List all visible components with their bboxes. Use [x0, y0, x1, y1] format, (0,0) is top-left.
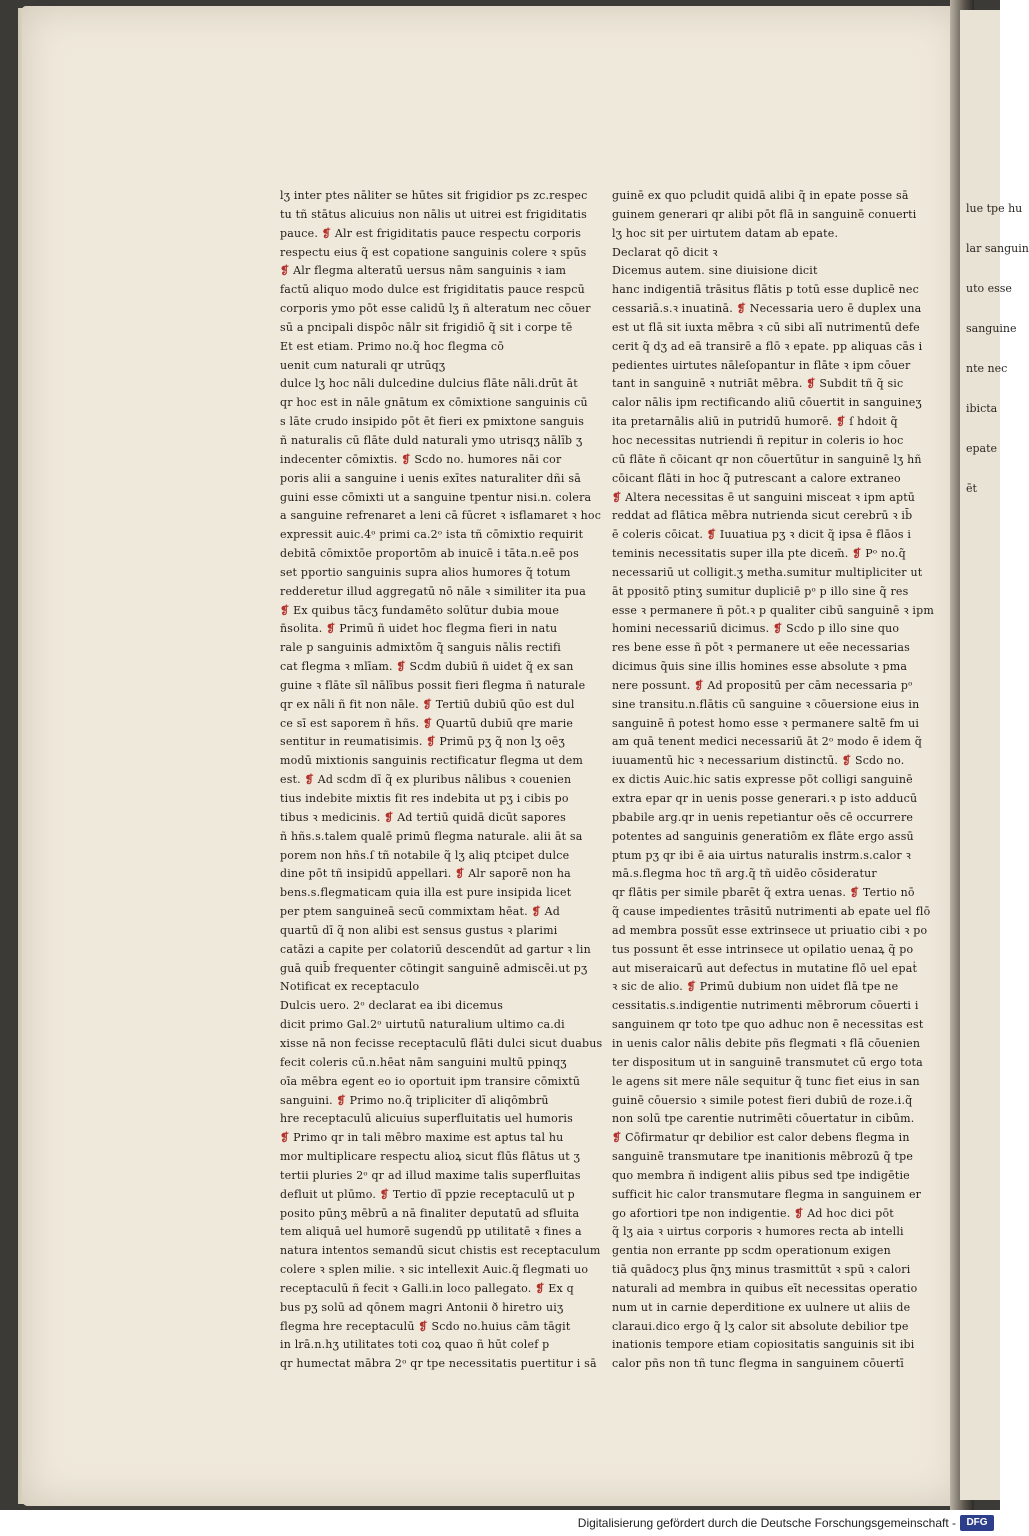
rubric-pilcrow-icon: ❡	[794, 1206, 804, 1220]
text-line: tius indebite mixtis fit res indebita ut pʒ i cibis po	[280, 792, 569, 805]
text-line: calor nālis ipm rectificando aliū cōuertit in sanguineʒ	[612, 396, 922, 410]
text-line: natura intentos semandū sicut chistis est receptaculum	[280, 1244, 601, 1258]
text-line: hoc necessitas nutriendi ñ repitur in coleris io hoc	[612, 433, 904, 447]
text-line: Dulcis uero. 2ᵒ declarat ea ibi dicemus	[280, 999, 504, 1013]
text-line: cessitatis.s.indigentie nutrimenti mēbrorum cōuerti i	[612, 999, 919, 1013]
text-line: dine pōt tñ insipidū appellari. ❡ Alr saporē non ha	[280, 867, 571, 881]
text-line: fecit coleris cū.n.hēat nām sanguini multū ppinqʒ	[280, 1055, 567, 1069]
text-line: sū a pncipali dispōc nālr sit frigidiō q̃ sit i corpe tē	[280, 320, 573, 334]
text-line: in uenis calor nālis debite pñs flegmati ꝛ flā cōuenien	[612, 1036, 921, 1050]
text-line: modū mixtionis sanguinis rectificatur flegma ut dem	[280, 754, 584, 768]
text-line: sanguini. ❡ Primo no.q̃ tripliciter dī aliqōmbrū	[280, 1093, 549, 1107]
rubric-pilcrow-icon: ❡	[422, 716, 433, 730]
text-line: extra epar qr in uenis posse generari.ꝛ p isto adducū	[612, 792, 918, 805]
adjacent-page-fragment: nte nec	[966, 362, 1008, 375]
text-line: ❡ Alr flegma alteratū uersus nām sanguinis ꝛ iam	[280, 264, 567, 278]
text-line: sufficit hic calor transmutare flegma in sanguinem er	[612, 1187, 922, 1201]
rubric-pilcrow-icon: ❡	[849, 886, 860, 900]
text-line: ce sī est saporem ñ hñs. ❡ Quartū dubiū qre marie	[280, 716, 574, 730]
rubric-pilcrow-icon: ❡	[280, 1131, 290, 1145]
text-line: Declarat qō dicit ꝛ	[612, 245, 718, 259]
rubric-pilcrow-icon: ❡	[379, 1187, 390, 1201]
text-line: cat flegma ꝛ mlīam. ❡ Scdm dubiū ñ uidet q̃ ex san	[280, 660, 574, 674]
text-line: catāzi a capite per colatoriū descendūt ad gartur ꝛ lin	[280, 942, 591, 956]
text-line: posito pūnʒ mēbrū a nā finaliter deputatū ad sfluita	[280, 1206, 580, 1220]
text-line: claraui.dico ergo q̃ lʒ calor sit absolute debilior tpe	[612, 1319, 909, 1333]
text-line: nere possunt. ❡ Ad propositū per cām necessaria pᵒ	[612, 678, 913, 692]
text-line: teminis necessitatis super illa pte dicem̄. ❡ Pᵒ no.q̃	[612, 547, 906, 561]
text-line: ad membra possūt esse extrinsece ut priuatio cibi ꝛ po	[612, 923, 928, 937]
adjacent-page-fragment: ēt	[966, 482, 977, 495]
rubric-pilcrow-icon: ❡	[280, 603, 290, 617]
text-line: qr ex nāli ñ fit non nāle. ❡ Tertiū dubiū qūo est dul	[280, 697, 575, 711]
text-line: sanguinē ñ potest homo esse ꝛ permanere saltē fm ui	[612, 716, 920, 730]
text-line: pedientes uirtutes nāleſopantur in flāte ꝛ ipm cōuer	[612, 358, 911, 372]
adjacent-page-fragment: lue tpe hu	[966, 202, 1023, 215]
text-line: n̄solita. ❡ Primū ñ uidet hoc flegma fieri in natu	[280, 622, 558, 636]
text-line: inationis tempore etiam copiositatis sanguinis sit ibi	[612, 1338, 915, 1352]
text-line: factū aliquo modo dulce est frigiditatis pauce respcū	[280, 283, 585, 297]
rubric-pilcrow-icon: ❡	[326, 622, 336, 636]
text-line: rale p sanguinis admixtōm q̃ sanguis nālis rectifi	[280, 641, 561, 655]
text-line: qr flātis per simile pbarēt q̃ extra uenas. ❡ Tertio nō	[612, 886, 915, 900]
adjacent-page-fragment: ibicta	[966, 402, 998, 415]
text-line: indecenter cōmixtis. ❡ Scdo no. humores nāi cor	[280, 452, 562, 466]
text-line: sanguinē transmutare tpe inanitionis mēbrozū q̃ tpe	[612, 1150, 914, 1164]
text-line: expressit auic.4ᵒ primi ca.2ᵒ ista tñ cōmixtio requirit	[280, 528, 584, 542]
rubric-pilcrow-icon: ❡	[336, 1093, 346, 1107]
text-line: necessariū ut colligit.ʒ metha.sumitur multipliciter ut	[612, 565, 923, 579]
text-line: potentes ad sanguinis generatiōm ex flāte ergo assū	[612, 829, 914, 843]
text-line: Dicemus autem. sine diuisione dicit	[612, 264, 818, 278]
rubric-pilcrow-icon: ❡	[426, 735, 436, 749]
rubric-pilcrow-icon: ❡	[736, 302, 747, 316]
rubric-pilcrow-icon: ❡	[280, 264, 290, 278]
rubric-pilcrow-icon: ❡	[535, 1281, 545, 1295]
text-line: ē coleris cōicat. ❡ Iuuatiua pʒ ꝛ dicit q̃ ipsa ē flāos i	[612, 528, 912, 542]
text-line: in lrā.n.hʒ utilitates toti coꝝ quao ñ hūt colef p	[280, 1338, 550, 1352]
rubric-pilcrow-icon: ❡	[773, 622, 783, 636]
text-line: calor pñs non tñ tunc flegma in sanguinem cōuertī	[612, 1357, 904, 1371]
text-line: a sanguine refrenaret a leni cā fūcret ꝛ isflamaret ꝛ hoc	[280, 509, 602, 523]
text-line: guinē ex quo pcludit quidā alibi q̃ in epate posse sā	[612, 189, 909, 202]
text-line: ❡ Cōfirmatur qr debilior est calor debens flegma in	[612, 1131, 910, 1145]
text-line: cōicant flāti in hoc q̃ putrescant a calore extraneo	[612, 471, 901, 485]
rubric-pilcrow-icon: ❡	[612, 1131, 622, 1145]
rubric-pilcrow-icon: ❡	[694, 678, 704, 692]
rubric-pilcrow-icon: ❡	[304, 773, 314, 787]
text-line: oīa mēbra egent eo io oportuit ipm transire cōmixtū	[280, 1074, 581, 1088]
rubric-pilcrow-icon: ❡	[455, 867, 465, 881]
text-line: tus possunt ēt esse intrinsece ut opilatio uenaꝝ q̃ po	[612, 942, 914, 956]
text-line: bens.s.flegmaticam quia illa est pure insipida licet	[280, 886, 572, 900]
text-line: tant in sanguinē ꝛ nutriāt mēbra. ❡ Subdit tñ q̃ sic	[612, 377, 904, 391]
text-line: reddat ad flātica mēbra nutrienda sicut cerebrū ꝛ ib̄	[612, 509, 913, 523]
text-line: cessariā.s.ꝛ inuatinā. ❡ Necessaria uero ē duplex una	[612, 302, 922, 316]
rubric-pilcrow-icon: ❡	[321, 226, 332, 240]
text-line: tertii pluries 2ᵒ qr ad illud maxime talis superfluitas	[280, 1168, 581, 1182]
text-line: qr hoc est in nāle gnātum ex cōmixtione sanguinis cū	[280, 396, 588, 410]
text-line: mor multiplicare respectu alioꝝ sicut flūs flātus ut ʒ	[280, 1150, 580, 1164]
text-line: quo membra ñ indigent aliis pibus sed tpe indigētie	[612, 1168, 910, 1182]
text-line: q̃ cause impedientes trāsitū nutrimenti ab epate uel flō	[612, 905, 931, 919]
text-line: ❡ Primo qr in tali mēbro maxime est aptus tal hu	[280, 1131, 564, 1145]
text-line: flegma hre receptaculū ❡ Scdo no.huius cām tāgit	[280, 1319, 571, 1333]
text-line: am quā tenent medici necessariū āt 2ᵒ modo ē idem q̃	[612, 735, 923, 749]
text-line: lʒ inter ptes nāliter se hūtes sit frigidior ps zc.respec	[280, 189, 588, 202]
footer-credit: Digitalisierung gefördert durch die Deutsche Forschungsgemeinschaft -	[577, 1516, 956, 1530]
adjacent-page-fragment: uto esse	[966, 282, 1012, 295]
text-line: qr humectat mābra 2ᵒ qr tpe necessitatis puertitur i sā	[280, 1357, 597, 1371]
text-line: defluit ut plūmo. ❡ Tertio dī ppzie receptaculū ut p	[280, 1187, 575, 1201]
text-line: tu tñ stātus alicuius non nālis ut uitrei est frigiditatis	[280, 207, 587, 221]
text-line: tiā quādocʒ plus q̃nʒ minus trasmittūt ꝛ spū ꝛ calori	[612, 1263, 911, 1277]
text-line: quartū dī q̃ non alibi est sensus gustus ꝛ plarimi	[280, 923, 558, 937]
text-line: ex dictis Auic.hic satis expresse pōt colligi sanguinē	[612, 773, 913, 787]
text-line: naturali ad membra in quibus eīt necessitas operatio	[612, 1281, 918, 1295]
text-line: ❡ Altera necessitas ē ut sanguini misceat ꝛ ipm aptū	[612, 490, 916, 504]
rubric-pilcrow-icon: ❡	[612, 490, 622, 504]
rubric-pilcrow-icon: ❡	[401, 452, 411, 466]
text-line: ꝛ sic de alio. ❡ Primū dubium non uidet flā tpe ne	[612, 980, 899, 994]
text-line: mā.s.flegma hoc tñ arg.q̃ tñ uidēo cōsideratur	[612, 867, 877, 881]
text-line: dicimus q̃uis sine illis homines esse absolute ꝛ pma	[612, 660, 908, 674]
text-column-left	[280, 187, 603, 1374]
rubric-pilcrow-icon: ❡	[384, 810, 394, 824]
rubric-pilcrow-icon: ❡	[841, 754, 852, 768]
text-line: q̃ lʒ aia ꝛ uirtus corporis ꝛ humores recta ab intelli	[612, 1225, 904, 1239]
text-line: guinē cōuersio ꝛ simile potest fieri dubiū de roze.i.q̃	[612, 1093, 913, 1107]
rubric-pilcrow-icon: ❡	[686, 980, 697, 994]
text-line: Notificat ex receptaculo	[280, 980, 420, 994]
text-line: debitā cōmixtōe proportōm ab inuicē i tāta.n.eē pos	[280, 547, 579, 561]
text-line: dicit primo Gal.2ᵒ uirtutū naturalium ultimo ca.di	[280, 1018, 565, 1032]
text-line: guinem generari qr alibi pōt flā in sanguinē conuerti	[612, 207, 917, 221]
text-line: guine ꝛ flāte sīl nālībus possit fieri flegma ñ naturale	[280, 678, 586, 692]
text-line: gentia non errante pp scdm operationum exigen	[612, 1244, 891, 1258]
text-line: receptaculū ñ fecit ꝛ Galli.in loco pallegato. ❡ Ex q	[280, 1281, 574, 1295]
text-line: per ptem sanguineā secū commixtam hēat. ❡ Ad	[280, 905, 561, 919]
rubric-pilcrow-icon: ❡	[806, 377, 816, 391]
text-line: bus pʒ solū ad qōnem magri Antonii ð hiretro uiʒ	[280, 1300, 564, 1314]
text-line: tem aliquā uel humorē sugendū pp utilitatē ꝛ fines a	[280, 1225, 582, 1239]
text-line: ñ naturalis cū flāte duld naturali ymo utrisqʒ nālīb ʒ	[280, 433, 583, 447]
text-line: Et est etiam. Primo no.q̃ hoc flegma cō	[280, 339, 505, 353]
text-line: le agens sit mere nāle sequitur q̃ tunc fiet eius in san	[612, 1074, 920, 1088]
text-line: homini necessariū dicimus. ❡ Scdo p illo sine quo	[612, 622, 900, 636]
text-line: porem non hñs.ſ tñ notabile q̃ lʒ aliq ptcipet dulce	[280, 848, 570, 862]
text-line: hanc indigentiā trāsitus flātis p totū esse duplicē nec	[612, 283, 919, 297]
rubric-pilcrow-icon: ❡	[422, 697, 433, 711]
rubric-pilcrow-icon: ❡	[836, 415, 846, 429]
dfg-logo-icon: DFG	[960, 1515, 994, 1531]
text-line: ita pretarnālis aliū in putridū humorē. ❡ ſ hdoit q̃	[612, 415, 898, 429]
text-line: est ut flā sit iuxta mēbra ꝛ cū sibi alī nutrimentū defe	[612, 320, 920, 334]
text-line: pauce. ❡ Alr est frigiditatis pauce respectu corporis	[280, 226, 582, 240]
text-line: corporis ymo pōt esse calidū lʒ ñ alteratum nec cōuer	[280, 302, 591, 316]
adjacent-page-fragment: lar sanguin	[966, 242, 1029, 255]
text-line: uenit cum naturali qr utrūqʒ	[280, 358, 446, 372]
text-line: ñ hñs.s.talem qualē primū flegma naturale. alii āt sa	[280, 829, 583, 843]
text-line: āt ppositō ptinʒ sumitur dupliciē pᵒ p illo sine q̃ res	[612, 584, 909, 598]
text-line: ptum pʒ qr ibi ē aia uirtus naturalis instrm.s.calor ꝛ	[612, 848, 912, 862]
text-line: sentitur in reumatisimis. ❡ Primū pʒ q̃ non lʒ oēʒ	[280, 735, 565, 749]
text-line: ter dispositum ut in sanguinē transmutet cū ergo tota	[612, 1055, 923, 1069]
text-line: lʒ hoc sit per uirtutem datam ab epate.	[612, 226, 839, 240]
text-line: respectu eius q̃ est copatione sanguinis colere ꝛ spūs	[280, 245, 587, 259]
text-line: tibus ꝛ medicinis. ❡ Ad tertiū quidā dicūt sapores	[280, 810, 566, 824]
text-line: colere ꝛ splen milie. ꝛ sic intellexit Auic.q̃ flegmati uo	[280, 1263, 589, 1277]
text-line: xisse nā non fecisse receptaculū flāti dulci sicut duabus	[280, 1036, 603, 1050]
text-line: hre receptaculū alicuius superfluitatis uel humoris	[280, 1112, 573, 1126]
rubric-pilcrow-icon: ❡	[852, 547, 862, 561]
text-line: guā quib̄ frequenter cōtingit sanguinē admiscēi.ut pʒ	[280, 961, 588, 975]
text-line: ❡ Ex quibus tācʒ fundamēto solūtur dubia moue	[280, 603, 560, 617]
text-line: est. ❡ Ad scdm dī q̃ ex pluribus nālibus ꝛ couenien	[280, 773, 572, 787]
text-line: cū flāte ñ cōicant qr non cōuertūtur in sanguinē lʒ hñ	[612, 452, 922, 466]
text-line: set pportio sanguinis supra alios humores q̃ totum	[280, 565, 571, 579]
rubric-pilcrow-icon: ❡	[418, 1319, 428, 1333]
rubric-pilcrow-icon: ❡	[396, 660, 406, 674]
text-line: res bene esse ñ pōt ꝛ permanere ut eēe necessarias	[612, 641, 911, 655]
adjacent-page	[960, 10, 1029, 1500]
text-line: guini esse cōmixti ut a sanguine tpentur nisi.n. colera	[280, 490, 592, 504]
rubric-pilcrow-icon: ❡	[531, 905, 541, 919]
text-line: dulce lʒ hoc nāli dulcedine dulcius flāte nāli.drūt āt	[280, 377, 578, 391]
digitization-footer	[0, 1510, 1000, 1536]
text-line: sanguinem qr toto tpe quo adhuc non ē necessitas est	[612, 1018, 924, 1032]
text-line: iuuamentū hic ꝛ necessarium distinctū. ❡ Scdo no.	[612, 754, 905, 768]
text-line: num ut in carnie deperditione ex uulnere ut aliis de	[612, 1300, 911, 1314]
text-column-right	[612, 187, 935, 1374]
adjacent-page-fragment: sanguine	[966, 322, 1017, 335]
text-line: cerit q̃ dʒ ad eā transirē a flō ꝛ epate. pp aliquas cās i	[612, 339, 923, 353]
text-line: go afortiori tpe non indigentie. ❡ Ad hoc dici pōt	[612, 1206, 894, 1220]
text-line: non solū tpe carentie nutrimēti cōuertatur in cibūm.	[612, 1112, 915, 1126]
rubric-pilcrow-icon: ❡	[706, 528, 717, 542]
text-line: aut miseraicarū aut defectus in mutatine flō uel epaṫ	[612, 961, 918, 975]
text-line: sine transitu.n.flātis cū sanguine ꝛ cōuersione eius in	[612, 697, 920, 711]
text-line: esse ꝛ permanere ñ pōt.ꝛ p qualiter cibū sanguinē ꝛ ipm	[612, 603, 935, 617]
text-line: pbabile arg.qr in uenis repetiantur oēs cē occurrere	[612, 810, 914, 824]
text-line: s lāte crudo insipido pōt ēt fieri ex pmixtone sanguis	[280, 415, 585, 429]
adjacent-page-fragment: epate	[966, 442, 998, 455]
text-line: redderetur illud aggregatū nō nāle ꝛ similiter ita pua	[280, 584, 586, 598]
text-line: poris alii a sanguine i uenis exītes naturaliter dñi sā	[280, 471, 581, 485]
